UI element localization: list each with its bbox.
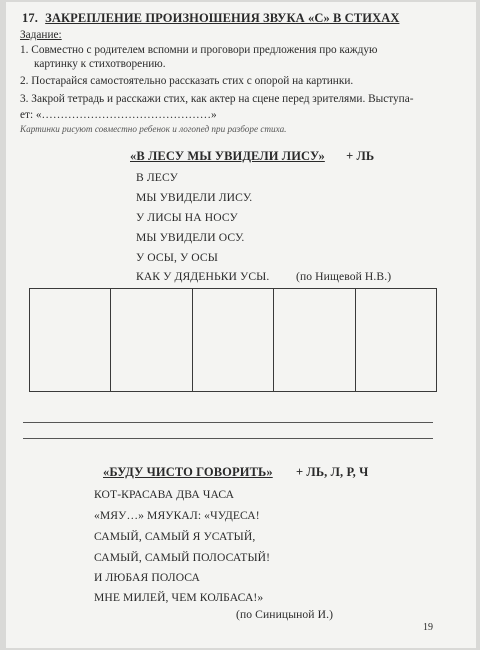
poem2-heading	[103, 465, 368, 480]
poem2-line-1: КОТ-КРАСАВА ДВА ЧАСА	[94, 488, 235, 501]
section-number: 17.	[22, 11, 38, 25]
picture-cell[interactable]	[274, 289, 355, 391]
page-number: 19	[423, 622, 433, 633]
task-note: Картинки рисуют совместно ребенок и логопед при разборе стиха.	[20, 124, 287, 134]
section-heading	[22, 11, 399, 26]
writing-line[interactable]	[23, 422, 433, 423]
poem1-sound-tag: + ЛЬ	[346, 149, 375, 163]
poem1-heading	[130, 149, 374, 164]
workbook-page	[6, 2, 476, 648]
task-item-3-cont: ет: «………………………………………»	[20, 109, 217, 121]
section-title: ЗАКРЕПЛЕНИЕ ПРОИЗНОШЕНИЯ ЗВУКА «С» В СТИХАХ	[45, 11, 400, 25]
poem2-line-3: САМЫЙ, САМЫЙ Я УСАТЫЙ,	[94, 530, 256, 543]
task-label: Задание:	[20, 29, 62, 41]
picture-cell[interactable]	[193, 289, 274, 391]
poem1-author: (по Нищевой Н.В.)	[296, 270, 392, 283]
poem1-title: «В ЛЕСУ МЫ УВИДЕЛИ ЛИСУ»	[130, 149, 325, 163]
picture-grid	[29, 288, 437, 392]
poem2-sound-tag: + ЛЬ, Л, Р, Ч	[295, 465, 369, 479]
picture-cell[interactable]	[111, 289, 192, 391]
poem1-line-2: МЫ УВИДЕЛИ ЛИСУ.	[136, 191, 253, 204]
poem2-line-5: И ЛЮБАЯ ПОЛОСА	[94, 571, 201, 584]
poem1-line-5: У ОСЫ, У ОСЫ	[136, 251, 218, 264]
poem2-title: «БУДУ ЧИСТО ГОВОРИТЬ»	[103, 465, 273, 479]
picture-cell[interactable]	[30, 289, 111, 391]
poem2-line-2: «МЯУ…» МЯУКАЛ: «ЧУДЕСА!	[94, 509, 260, 522]
writing-line[interactable]	[23, 438, 433, 439]
poem2-author: (по Синицыной И.)	[236, 608, 334, 621]
poem1-line-6: КАК У ДЯДЕНЬКИ УСЫ.	[136, 270, 270, 283]
task-item-2: 2. Постарайся самостоятельно рассказать стих с опорой на картинки.	[20, 75, 354, 87]
poem2-line-4: САМЫЙ, САМЫЙ ПОЛОСАТЫЙ!	[94, 551, 271, 564]
task-item-1-cont: картинку к стихотворению.	[34, 58, 166, 70]
poem1-line-1: В ЛЕСУ	[136, 171, 178, 184]
poem2-line-6: МНЕ МИЛЕЙ, ЧЕМ КОЛБАСА!»	[94, 591, 264, 604]
poem1-line-3: У ЛИСЫ НА НОСУ	[136, 211, 238, 224]
poem1-line-4: МЫ УВИДЕЛИ ОСУ.	[136, 231, 245, 244]
task-item-3: 3. Закрой тетрадь и расскажи стих, как актер на сцене перед зрителями. Выступа-	[20, 93, 414, 105]
picture-cell[interactable]	[356, 289, 436, 391]
task-item-1: 1. Совместно с родителем вспомни и проговори предложения про каждую	[20, 44, 378, 56]
